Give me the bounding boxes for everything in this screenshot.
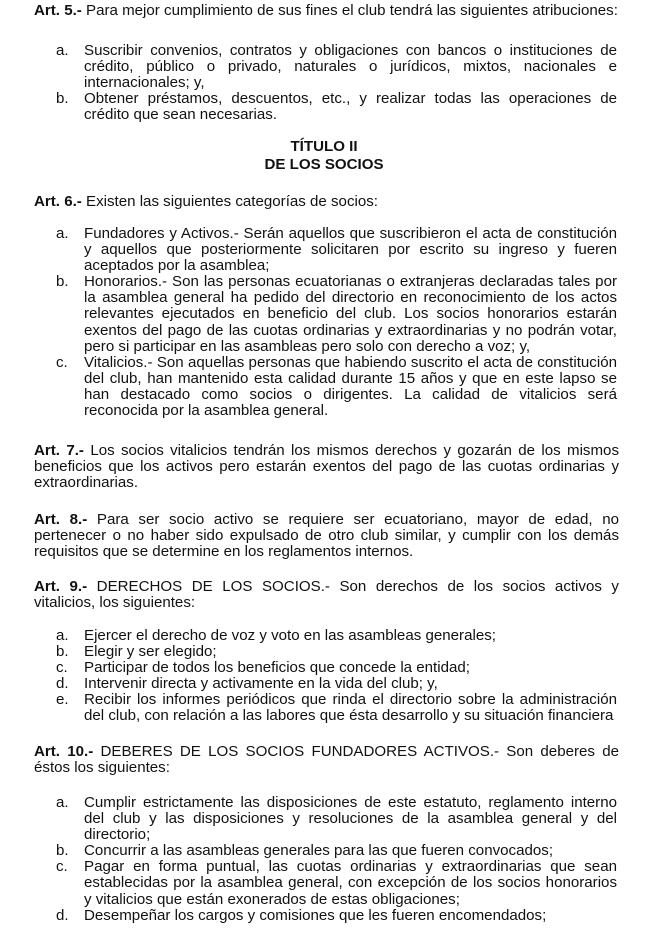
list-item-text: Pagar en forma puntual, las cuotas ordinarias y extraordinarias que sean establecidas por la asamblea general, con excepción de los socios honorarios y vitalicios que están exonerados de estas obligaciones; <box>84 858 617 908</box>
title-line-2: DE LOS SOCIOS <box>264 156 384 173</box>
list-marker: b. <box>56 842 69 860</box>
art9-paragraph <box>34 579 619 611</box>
list-marker: c. <box>56 858 68 876</box>
list-item <box>34 274 617 354</box>
list-marker: d. <box>56 675 69 693</box>
art5-text: Para mejor cumplimiento de sus fines el club tendrá las siguientes atribuciones: <box>81 2 618 19</box>
list-marker: a. <box>56 42 69 59</box>
art9-text: DERECHOS DE LOS SOCIOS.- Son derechos de los socios activos y vitalicios, los siguientes: <box>34 578 619 612</box>
art8-text: Para ser socio activo se requiere ser ecuatoriano, mayor de edad, no pertenecer o no haber sido expulsado de otro club similar, y cumplir con los demás requisitos que se determine en los reglamentos internos. <box>34 511 619 561</box>
list-marker: c. <box>56 353 68 371</box>
list-item-text: Fundadores y Activos.- Serán aquellos que suscribieron el acta de constitución y aquellos que posteriormente solicitaren por escrito su ingreso y fueren aceptados por la asamblea; <box>84 225 617 275</box>
list-item-text: Elegir y ser elegido; <box>84 643 217 661</box>
list-marker: a. <box>56 225 69 242</box>
title-line-1: TÍTULO II <box>290 138 358 155</box>
list-marker: d. <box>56 906 69 924</box>
art6-list <box>34 226 617 419</box>
list-item-text: Obtener préstamos, descuentos, etc., y realizar todas las operaciones de crédito que sean necesarias. <box>84 90 617 124</box>
list-item <box>34 644 617 660</box>
art5-label: Art. 5.- <box>34 2 82 19</box>
list-marker: e. <box>56 691 69 709</box>
list-marker: b. <box>56 273 69 291</box>
art7-text: Los socios vitalicios tendrán los mismos derechos y gozarán de los mismos beneficios que los activos pero estarán exentos del pago de las cuotas ordinarias y extraordinarias. <box>34 442 619 492</box>
art10-list <box>34 795 617 924</box>
list-item-text: Vitalicios.- Son aquellas personas que habiendo suscrito el acta de constitución del club, han mantenido esta calidad durante 15 años y que en este lapso se han destacado como socios o dirigentes. La calidad de vitalicios será reconocida por la asamblea general. <box>84 353 617 420</box>
art9-label: Art. 9.- <box>34 578 88 595</box>
list-marker: a. <box>56 627 69 644</box>
list-item <box>34 908 617 924</box>
art6-label: Art. 6.- <box>34 193 82 210</box>
list-item <box>34 660 617 676</box>
art10-paragraph <box>34 744 619 776</box>
list-marker: b. <box>56 90 69 108</box>
art5-list <box>34 43 617 123</box>
list-item <box>34 676 617 692</box>
list-marker: a. <box>56 794 69 811</box>
list-item <box>34 795 617 843</box>
list-item-text: Honorarios.- Son las personas ecuatorianas o extranjeras declaradas tales por la asamblea general ha pedido del directorio en reconocimiento de los actos relevantes ejecutados en beneficio del club. Los socios honorarios estarán exentos del pago de las cuotas ordinarias y extraordinarias y no podrán votar, pero si participar en las asambleas pero solo con derecho a voz; y, <box>84 273 617 355</box>
list-item-text: Intervenir directa y activamente en la vida del club; y, <box>84 675 438 693</box>
list-item <box>34 859 617 907</box>
art7-label: Art. 7.- <box>34 442 84 459</box>
art10-label: Art. 10.- <box>34 743 94 760</box>
art6-paragraph <box>34 194 619 210</box>
list-item <box>34 843 617 859</box>
list-item-text: Participar de todos los beneficios que concede la entidad; <box>84 659 470 677</box>
list-item <box>34 43 617 91</box>
art5-paragraph <box>34 3 619 19</box>
art8-paragraph <box>34 512 619 560</box>
art9-list <box>34 628 617 725</box>
list-item <box>34 226 617 274</box>
list-item-text: Recibir los informes periódicos que rinda el directorio sobre la administración del club, con relación a las labores que ésta desarrollo y su situación financiera <box>84 691 617 725</box>
list-marker: b. <box>56 643 69 661</box>
art10-text: DEBERES DE LOS SOCIOS FUNDADORES ACTIVOS.- Son deberes de éstos los siguientes: <box>34 743 619 777</box>
list-item <box>34 355 617 419</box>
list-item-text: Concurrir a las asambleas generales para las que fueren convocados; <box>84 842 554 860</box>
list-item-text: Desempeñar los cargos y comisiones que les fueren encomendados; <box>84 906 547 924</box>
list-item-text: Suscribir convenios, contratos y obligaciones con bancos o instituciones de crédito, público o privado, naturales o jurídicos, mixtos, nacionales e internacionales; y, <box>84 42 617 92</box>
list-item-text: Cumplir estrictamente las disposiciones de este estatuto, reglamento interno del club y las disposiciones y resoluciones de la asamblea general y del directorio; <box>84 794 617 844</box>
list-item <box>34 91 617 123</box>
art8-label: Art. 8.- <box>34 511 88 528</box>
list-item <box>34 692 617 724</box>
list-marker: c. <box>56 659 68 677</box>
list-item-text: Ejercer el derecho de voz y voto en las asambleas generales; <box>84 627 496 644</box>
art7-paragraph <box>34 443 619 491</box>
art6-text: Existen las siguientes categorías de socios: <box>81 193 378 210</box>
list-item <box>34 628 617 644</box>
